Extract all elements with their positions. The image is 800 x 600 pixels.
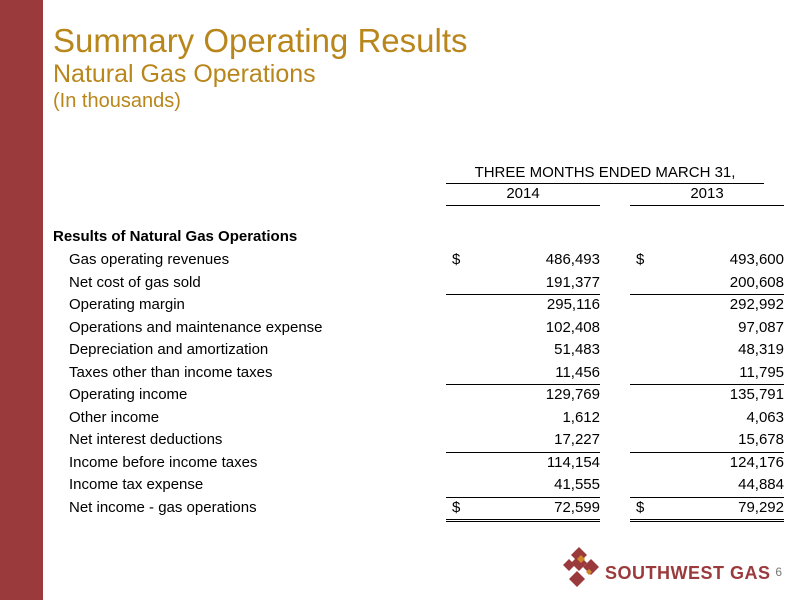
- slide-subtitle: Natural Gas Operations: [53, 60, 316, 88]
- value-cell-2014: [446, 294, 600, 317]
- value-2014: 486,493: [545, 251, 600, 268]
- row-label: Gas operating revenues: [69, 251, 230, 268]
- value-cell-2014: [446, 452, 600, 475]
- slide-title: Summary Operating Results: [53, 22, 468, 59]
- value-2014: 1,612: [562, 408, 600, 426]
- value-2014: 191,377: [545, 273, 600, 291]
- value-2014: 11,456: [555, 363, 600, 381]
- value-cell-2013: [630, 474, 784, 498]
- value-2014: 129,769: [545, 386, 600, 403]
- year-header-2013: 2013: [690, 185, 724, 202]
- value-cell-2014: [446, 272, 600, 296]
- value-cell-2013: [630, 272, 784, 296]
- value-cell-2013: [630, 294, 784, 317]
- value-cell-2013: [630, 429, 784, 453]
- row-label: Operating income: [69, 386, 188, 403]
- value-2014: 114,154: [546, 453, 600, 471]
- value-2013: 200,608: [729, 273, 784, 291]
- value-cell-2013: [630, 317, 784, 340]
- table-row: [0, 317, 800, 340]
- currency-symbol: $: [452, 498, 461, 516]
- table-row: [0, 294, 800, 317]
- row-label: Depreciation and amortization: [69, 341, 269, 358]
- value-cell-2014: [446, 339, 600, 362]
- period-header: THREE MONTHS ENDED MARCH 31,: [474, 164, 736, 181]
- row-label: Operating margin: [69, 296, 185, 313]
- row-label: Income before income taxes: [69, 453, 258, 471]
- row-label: Taxes other than income taxes: [69, 363, 273, 381]
- table-row: [0, 452, 800, 475]
- year-header-2014: 2014: [506, 185, 540, 202]
- value-cell-2013: [630, 249, 784, 272]
- year-rule-2014: [446, 205, 600, 206]
- value-2014: 51,483: [554, 341, 600, 358]
- value-2013: 292,992: [729, 296, 784, 313]
- table-row: [0, 272, 800, 295]
- currency-symbol: $: [452, 251, 461, 268]
- table-row: [0, 249, 800, 272]
- row-label: Income tax expense: [69, 476, 204, 493]
- value-cell-2013: [630, 452, 784, 475]
- value-cell-2014: [446, 474, 600, 498]
- row-label: Net interest deductions: [69, 431, 223, 448]
- value-cell-2014: [446, 497, 600, 523]
- value-cell-2014: [446, 384, 600, 407]
- value-2013: 493,600: [729, 251, 784, 268]
- value-2013: 135,791: [729, 386, 784, 403]
- title-block: [53, 22, 467, 114]
- value-cell-2013: [630, 339, 784, 362]
- value-2014: 102,408: [545, 318, 600, 336]
- currency-symbol: $: [636, 498, 645, 516]
- value-2014: 72,599: [554, 498, 600, 516]
- table-row: [0, 474, 800, 497]
- value-2013: 79,292: [738, 498, 784, 516]
- value-2014: 17,227: [554, 431, 600, 448]
- value-cell-2014: [446, 429, 600, 453]
- value-2013: 11,795: [739, 363, 784, 381]
- table-row: [0, 407, 800, 430]
- value-cell-2013: [630, 407, 784, 430]
- year-rule-2013: [630, 205, 784, 206]
- section-heading: Results of Natural Gas Operations: [53, 228, 298, 245]
- value-cell-2014: [446, 407, 600, 430]
- value-cell-2014: [446, 249, 600, 272]
- table-row: [0, 497, 800, 520]
- value-cell-2014: [446, 362, 600, 386]
- value-cell-2013: [630, 497, 784, 523]
- currency-symbol: $: [636, 251, 645, 268]
- southwest-gas-logo-icon: [561, 545, 607, 594]
- value-2013: 97,087: [738, 318, 784, 336]
- value-2014: 41,555: [554, 476, 600, 493]
- value-cell-2013: [630, 362, 784, 386]
- page-number: 6: [775, 565, 782, 579]
- value-2013: 15,678: [738, 431, 784, 448]
- value-cell-2013: [630, 384, 784, 407]
- row-label: Operations and maintenance expense: [69, 318, 323, 336]
- table-row: [0, 384, 800, 407]
- southwest-gas-wordmark: SOUTHWEST GAS: [605, 563, 771, 583]
- row-label: Net cost of gas sold: [69, 273, 201, 291]
- value-2013: 124,176: [729, 453, 784, 471]
- table-row: [0, 429, 800, 452]
- value-2013: 4,063: [746, 408, 784, 426]
- period-header-rule: [446, 183, 764, 184]
- value-2013: 44,884: [738, 476, 784, 493]
- value-2013: 48,319: [738, 341, 784, 358]
- value-2014: 295,116: [546, 296, 600, 313]
- table-row: [0, 362, 800, 385]
- row-label: Net income - gas operations: [69, 498, 257, 516]
- row-label: Other income: [69, 408, 160, 426]
- value-cell-2014: [446, 317, 600, 340]
- table-row: [0, 339, 800, 362]
- units-note: (In thousands): [53, 90, 181, 112]
